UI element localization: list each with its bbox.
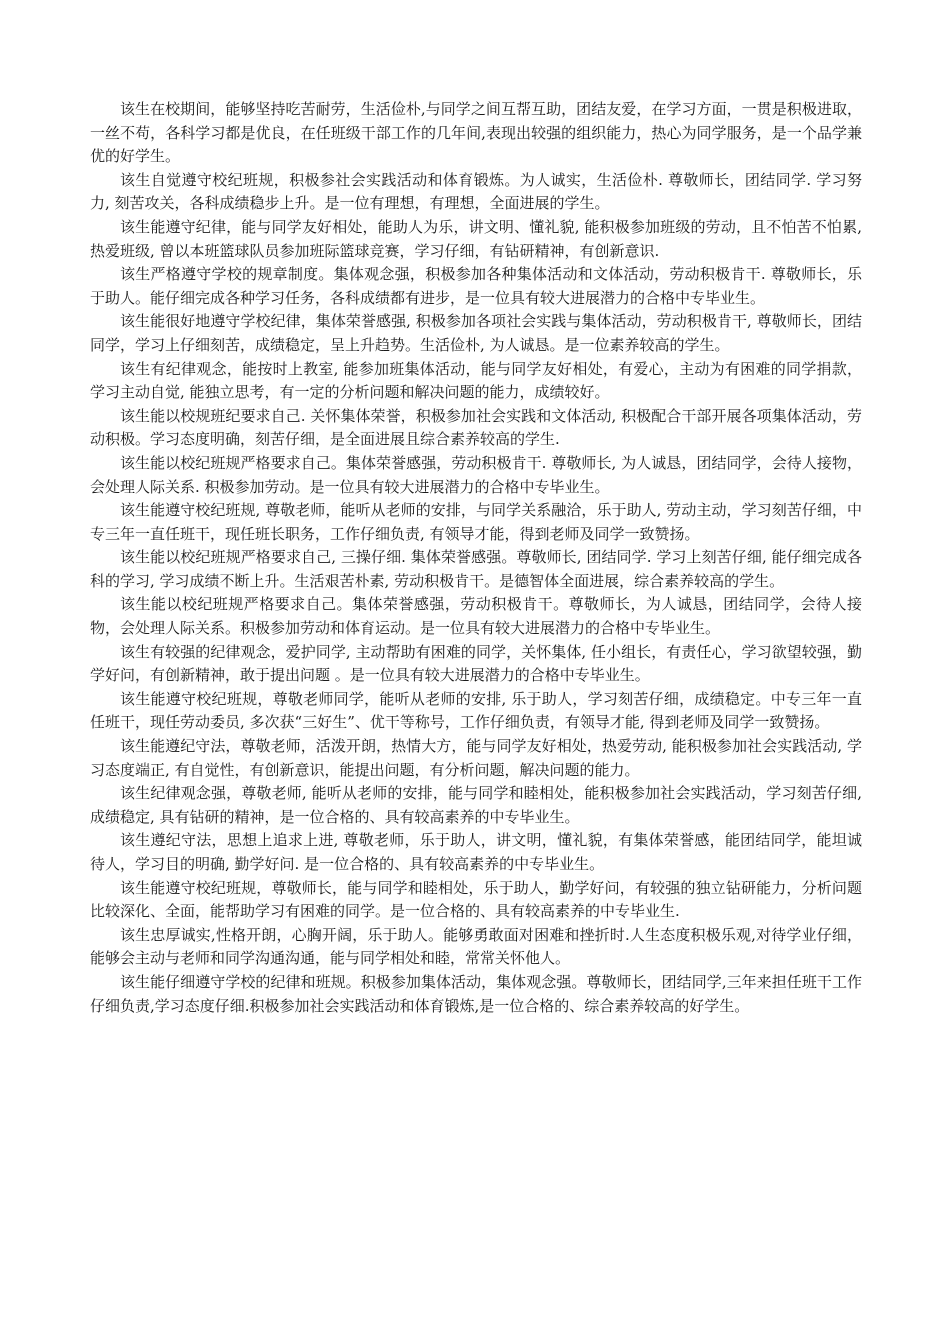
paragraph: 该生有较强的纪律观念，爱护同学, 主动帮助有困难的同学，关怀集体, 任小组长，有责任心，学习欲望较强，勤学好问，有创新精神，敢于提出问题 。是一位具有较大进展潜力的合格中专毕业生。	[90, 642, 862, 685]
paragraph: 该生能遵纪守法，尊敬老师，活泼开朗，热情大方，能与同学友好相处，热爱劳动, 能积极参加社会实践活动, 学习态度端正, 有自觉性，有创新意识，能提出问题，有分析问题，解决问题的能力。	[90, 737, 862, 779]
paragraph: 该生能遵守校纪班规，尊敬老师同学，能听从老师的安排, 乐于助人，学习刻苦仔细，成绩稳定。中专三年一直任班干，现任劳动委员, 多次获“三好生”、优干等称号，工作仔细负责，有领导才能, 得到老师及同学一致赞扬。	[90, 689, 862, 732]
paragraph: 该生能以校规班纪要求自己. 关怀集体荣誉，积极参加社会实践和文体活动, 积极配合干部开展各项集体活动，劳动积极。学习态度明确，刻苦仔细，是全面进展且综合素养较高的学生.	[90, 406, 862, 449]
paragraph: 该生能遵守校纪班规, 尊敬老师，能听从老师的安排，与同学关系融洽，乐于助人, 劳动主动，学习刻苦仔细，中专三年一直任班干，现任班长职务，工作仔细负责, 有领导才能，得到老师及同学一致赞扬。	[90, 501, 862, 543]
paragraph: 该生能以校纪班规严格要求自己。集体荣誉感强，劳动积极肯干. 尊敬师长, 为人诚恳，团结同学，会待人接物，会处理人际关系. 积极参加劳动。是一位具有较大进展潜力的合格中专毕业生。	[90, 453, 862, 496]
paragraph: 该生能遵守校纪班规，尊敬师长，能与同学和睦相处，乐于助人，勤学好问，有较强的独立钻研能力，分析问题比较深化、全面，能帮助学习有困难的同学。是一位合格的、具有较高素养的中专毕业生.	[90, 878, 862, 921]
paragraph: 该生严格遵守学校的规章制度。集体观念强，积极参加各种集体活动和文体活动，劳动积极肯干. 尊敬师长，乐于助人。能仔细完成各种学习任务，各科成绩都有进步，是一位具有较大进展潜力的合格中专毕业生。	[90, 265, 862, 307]
document-body	[90, 98, 862, 1018]
paragraph: 该生能以校纪班规严格要求自己, 三操仔细. 集体荣誉感强。尊敬师长, 团结同学. 学习上刻苦仔细, 能仔细完成各科的学习, 学习成绩不断上升。生活艰苦朴素, 劳动积极肯干。是德智体全面进展，综合素养较高的学生。	[90, 548, 862, 590]
paragraph: 该生忠厚诚实,性格开朗，心胸开阔，乐于助人。能够勇敢面对困难和挫折时.人生态度积极乐观,对待学业仔细，能够会主动与老师和同学沟通沟通，能与同学相处和睦，常常关怀他人。	[90, 925, 862, 968]
paragraph: 该生能很好地遵守学校纪律，集体荣誉感强, 积极参加各项社会实践与集体活动，劳动积极肯干, 尊敬师长，团结同学，学习上仔细刻苦，成绩稳定，呈上升趋势。生活俭朴, 为人诚恳。是一位素养较高的学生。	[90, 312, 862, 354]
paragraph: 该生遵纪守法，思想上追求上进, 尊敬老师，乐于助人，讲文明，懂礼貌，有集体荣誉感，能团结同学，能坦诚待人，学习目的明确, 勤学好问. 是一位合格的、具有较高素养的中专毕业生。	[90, 831, 862, 873]
paragraph: 该生有纪律观念，能按时上教室, 能参加班集体活动，能与同学友好相处，有爱心，主动为有困难的同学捐款，学习主动自觉, 能独立思考，有一定的分析问题和解决问题的能力，成绩较好。	[90, 359, 862, 402]
paragraph: 该生自觉遵守校纪班规，积极参社会实践活动和体育锻炼。为人诚实，生活俭朴. 尊敬师长，团结同学. 学习努力, 刻苦攻关，各科成绩稳步上升。是一位有理想，有理想，全面进展的学生。	[90, 170, 862, 213]
paragraph: 该生能以校纪班规严格要求自己。集体荣誉感强，劳动积极肯干。尊敬师长，为人诚恳，团结同学，会待人接物，会处理人际关系。积极参加劳动和体育运动。是一位具有较大进展潜力的合格中专毕业生。	[90, 595, 862, 638]
paragraph: 该生能遵守纪律，能与同学友好相处，能助人为乐，讲文明、懂礼貌, 能积极参加班级的劳动，且不怕苦不怕累, 热爱班级, 曾以本班篮球队员参加班际篮球竞赛，学习仔细，有钻研精神，有创新意识.	[90, 217, 862, 260]
paragraph: 该生能仔细遵守学校的纪律和班规。积极参加集体活动，集体观念强。尊敬师长，团结同学,三年来担任班干工作仔细负责,学习态度仔细.积极参加社会实践活动和体育锻炼,是一位合格的、综合素养较高的好学生。	[90, 972, 862, 1015]
paragraph: 该生在校期间，能够坚持吃苦耐劳，生活俭朴,与同学之间互帮互助，团结友爱，在学习方面，一贯是积极进取，一丝不苟，各科学习都是优良，在任班级干部工作的几年间,表现出较强的组织能力，热心为同学服务，是一个品学兼优的好学生。	[90, 100, 862, 166]
paragraph: 该生纪律观念强，尊敬老师, 能听从老师的安排，能与同学和睦相处，能积极参加社会实践活动，学习刻苦仔细, 成绩稳定, 具有钻研的精神，是一位合格的、具有较高素养的中专毕业生。	[90, 784, 862, 826]
